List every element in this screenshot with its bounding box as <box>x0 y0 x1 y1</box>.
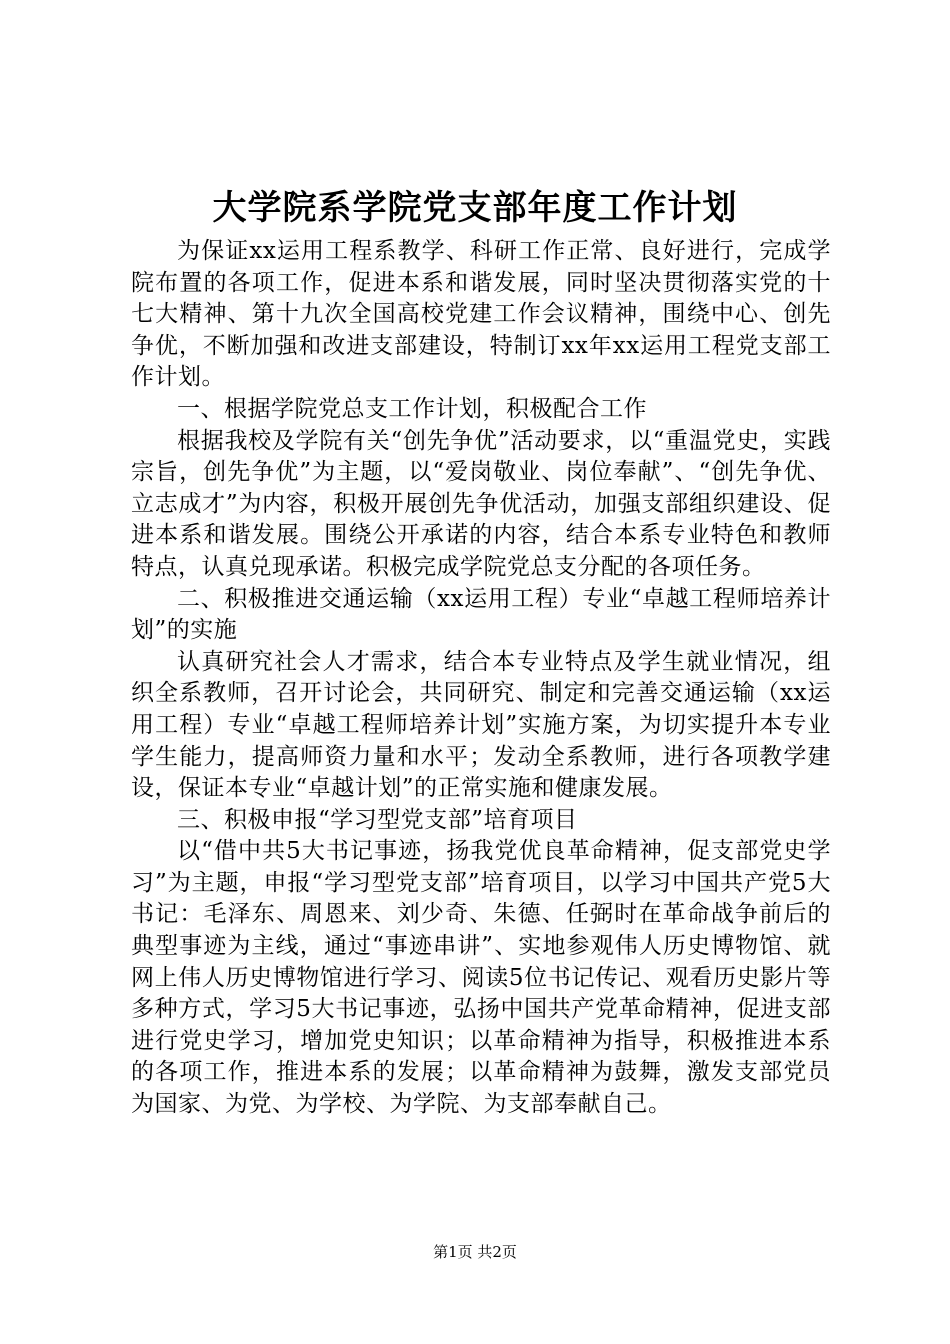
section-heading-3: 三、积极申报“学习型党支部”培育项目 <box>177 806 578 833</box>
section-paragraph-2: 认真研究社会人才需求，结合本专业特点及学生就业情况，组织全系教师，召开讨论会，共同研究、制定和完善交通运输（xx运用工程）专业“卓越工程师培养计划”实施方案，为切实提升本专业学生能力，提高师资力量和水平；发动全系教师，进行各项教学建设，保证本专业“卓越计划”的正常实施和健康发展。 <box>131 648 831 802</box>
section-heading-1: 一、根据学院党总支工作计划，积极配合工作 <box>177 395 647 422</box>
document-title: 大学院系学院党支部年度工作计划 <box>212 188 738 228</box>
document-body <box>131 236 831 1121</box>
intro-paragraph: 为保证xx运用工程系教学、科研工作正常、良好进行，完成学院布置的各项工作，促进本系和谐发展，同时坚决贯彻落实党的十七大精神、第十九次全国高校党建工作会议精神，围绕中心、创先争优，不断加强和改进支部建设，特制订xx年xx运用工程党支部工作计划。 <box>131 238 831 391</box>
section-heading-2: 二、积极推进交通运输（xx运用工程）专业“卓越工程师培养计划”的实施 <box>131 585 831 644</box>
section-paragraph-3: 以“借中共5大书记事迹，扬我党优良革命精神，促支部党史学习”为主题，申报“学习型党支部”培育项目，以学习中国共产党5大书记：毛泽东、周恩来、刘少奇、朱德、任弼时在革命战争前后的典型事迹为主线，通过“事迹串讲”、实地参观伟人历史博物馆、就网上伟人历史博物馆进行学习、阅读5位书记传记、观看历史影片等多种方式，学习5大书记事迹，弘扬中国共产党革命精神，促进支部进行党史学习，增加党史知识；以革命精神为指导，积极推进本系的各项工作，推进本系的发展；以革命精神为鼓舞，激发支部党员为国家、为党、为学校、为学院、为支部奉献自己。 <box>131 838 831 1118</box>
page-footer: 第1页 共2页 <box>433 1243 517 1261</box>
section-paragraph-1: 根据我校及学院有关“创先争优”活动要求，以“重温党史，实践宗旨，创先争优”为主题，以“爱岗敬业、岗位奉献”、“创先争优、立志成才”为内容，积极开展创先争优活动，加强支部组织建设、促进本系和谐发展。围绕公开承诺的内容，结合本系专业特色和教师特点，认真兑现承诺。积极完成学院党总支分配的各项任务。 <box>131 427 831 580</box>
